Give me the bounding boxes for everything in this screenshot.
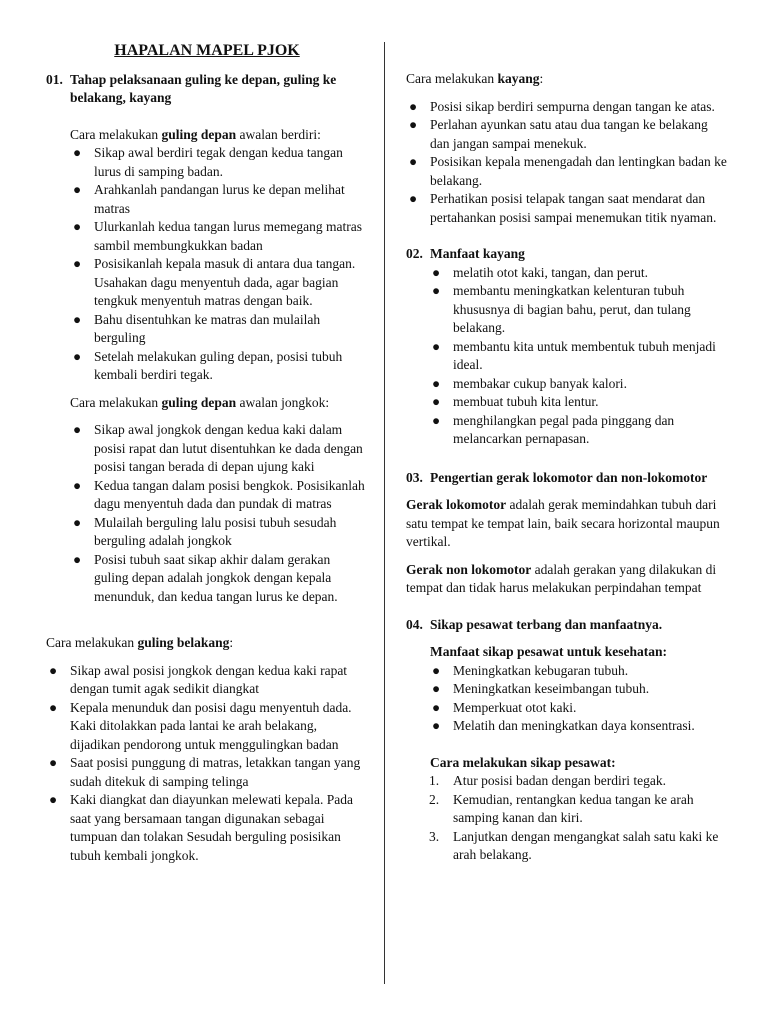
list-item-text: membuat tubuh kita lentur.	[453, 394, 599, 409]
list-item: ● Kaki diangkat dan diayunkan melewati kepala. Pada saat yang bersamaan tangan digunakan sebagai tumpuan dan tolakan Sesudah berguling posisikan tubuh kembali jongkok.	[49, 792, 354, 863]
list-item-text: Sikap awal jongkok dengan kedua kaki dalam posisi rapat dan lutut disentuhkan ke dada dengan posisi tangan berada di depan ujung kaki	[94, 422, 363, 474]
list-item: ● melatih otot kaki, tangan, dan perut.	[432, 264, 648, 280]
list-item-text: Perlahan ayunkan satu atau dua tangan ke belakang dan jangan sampai menekuk.	[430, 117, 708, 151]
section-04-heading	[406, 616, 728, 635]
list-number: 3.	[429, 828, 440, 844]
section-title: Manfaat kayang	[430, 246, 525, 261]
intro-text: Cara melakukan	[70, 126, 162, 142]
list-item-text: Posisi sikap berdiri sempurna dengan tangan ke atas.	[430, 98, 715, 114]
guling-depan-jongkok-intro	[70, 394, 368, 413]
list-item-text: Melatih dan meningkatkan daya konsentrasi.	[453, 718, 695, 733]
list-item: ● Perlahan ayunkan satu atau dua tangan ke belakang dan jangan sampai menekuk.	[409, 117, 708, 151]
list-item-text: menghilangkan pegal pada pinggang dan melancarkan pernapasan.	[453, 412, 675, 446]
list-item-text: Posisi tubuh saat sikap akhir dalam gerakan guling depan adalah jongkok dengan kepala menunduk, dan kedua tangan lurus ke depan.	[94, 551, 338, 604]
list-item: ● Posisikan kepala menengadah dan lentingkan badan ke belakang.	[409, 154, 727, 188]
intro-text: awalan berdiri:	[236, 126, 321, 142]
list-item: ● Memperkuat otot kaki.	[432, 699, 577, 715]
list-item-text: Atur posisi badan dengan berdiri tegak.	[453, 773, 666, 788]
list-item-text: Sikap awal posisi jongkok dengan kedua kaki rapat dengan tumit agak sedikit diangkat	[70, 662, 348, 696]
lokomotor-definition	[406, 496, 728, 552]
list-item: ● Perhatikan posisi telapak tangan saat mendarat dan pertahankan posisi sampai menemukan titik nyaman.	[409, 191, 717, 225]
intro-text: :	[229, 635, 234, 650]
list-item-text: Kemudian, rentangkan kedua tangan ke arah samping kanan dan kiri.	[453, 791, 694, 825]
list-item-text: Posisikanlah kepala masuk di antara dua tangan. Usahakan dagu menyentuh dada, agar bagian tengkuk menyentuh matras dengan baik.	[94, 256, 356, 308]
list-item: ● membantu kita untuk membentuk tubuh menjadi ideal.	[432, 338, 716, 372]
intro-text: Cara melakukan	[406, 71, 498, 86]
list-item: ● Sikap awal berdiri tegak dengan kedua tangan lurus di samping badan.	[73, 145, 343, 179]
list-item: ● Posisikanlah kepala masuk di antara dua tangan. Usahakan dagu menyentuh dada, agar bagian tengkuk menyentuh matras dengan baik.	[73, 256, 356, 308]
list-item: ● Saat posisi punggung di matras, letakkan tangan yang sudah ditekuk di samping telinga	[49, 755, 361, 789]
list-number: 2.	[429, 791, 440, 807]
intro-term: guling depan	[161, 126, 237, 142]
list-item: ● membuat tubuh kita lentur.	[432, 394, 599, 409]
list-item: ● Meningkatkan kebugaran tubuh.	[432, 662, 629, 678]
section-number: 03.	[406, 469, 423, 485]
list-item-text: Memperkuat otot kaki.	[453, 699, 577, 715]
guling-depan-berdiri-list	[70, 144, 368, 385]
definition-term: Gerak non lokomotor	[406, 561, 532, 577]
list-item-text: Saat posisi punggung di matras, letakkan tangan yang sudah ditekuk di samping telinga	[70, 755, 361, 789]
intro-text: Cara melakukan	[70, 394, 162, 410]
column-divider	[384, 42, 385, 984]
section-number: 02.	[406, 246, 423, 261]
list-item-text: Sikap awal berdiri tegak dengan kedua tangan lurus di samping badan.	[94, 145, 343, 179]
kayang-list	[406, 98, 728, 228]
cara-pesawat-heading: Cara melakukan sikap pesawat:	[430, 754, 616, 770]
section-01-heading	[46, 71, 368, 108]
right-column	[406, 70, 728, 865]
list-item	[429, 828, 728, 865]
list-item-text: Meningkatkan kebugaran tubuh.	[453, 662, 629, 678]
left-column	[46, 42, 368, 865]
list-item-text: Mulailah berguling lalu posisi tubuh sesudah berguling adalah jongkok	[94, 514, 337, 548]
list-item	[429, 772, 728, 791]
definition-text: adalah gerak memindahkan tubuh dari satu tempat ke tempat lain, baik secara horizontal maupun vertikal.	[406, 497, 720, 549]
list-item: ● Ulurkanlah kedua tangan lurus memegang matras sambil membungkukkan badan	[73, 219, 363, 253]
list-item: ● Sikap awal posisi jongkok dengan kedua kaki rapat dengan tumit agak sedikit diangkat	[49, 662, 348, 696]
cara-pesawat-list	[406, 772, 728, 865]
section-title: Sikap pesawat terbang dan manfaatnya.	[430, 616, 663, 632]
intro-term: guling depan	[161, 394, 237, 410]
document-title: HAPALAN MAPEL PJOK	[114, 42, 300, 59]
kayang-intro	[406, 70, 728, 89]
list-item: ● Posisi sikap berdiri sempurna dengan tangan ke atas.	[409, 98, 715, 114]
list-item: ● Sikap awal jongkok dengan kedua kaki dalam posisi rapat dan lutut disentuhkan ke dada dengan posisi tangan berada di depan ujung kaki	[73, 422, 363, 474]
list-item: ● Kedua tangan dalam posisi bengkok. Posisikanlah dagu menyentuh dada dan pundak di matras	[73, 477, 365, 511]
guling-depan-berdiri-intro	[70, 126, 368, 145]
list-item-text: Bahu disentuhkan ke matras dan mulailah berguling	[94, 311, 321, 345]
list-item-text: Kaki diangkat dan diayunkan melewati kepala. Pada saat yang bersamaan tangan digunakan sebagai tumpuan dan tolakan Sesudah berguling posisikan tubuh kembali jongkok.	[70, 792, 354, 863]
guling-belakang-intro	[46, 634, 368, 653]
section-title: Pengertian gerak lokomotor dan non-lokomotor	[430, 469, 708, 485]
list-item-text: Meningkatkan keseimbangan tubuh.	[453, 681, 650, 696]
list-item: ● membakar cukup banyak kalori.	[432, 375, 627, 391]
intro-term: kayang	[497, 71, 540, 86]
list-item: ● Posisi tubuh saat sikap akhir dalam gerakan guling depan adalah jongkok dengan kepala menunduk, dan kedua tangan lurus ke depan.	[73, 551, 338, 604]
list-item	[429, 791, 728, 828]
list-item-text: Lanjutkan dengan mengangkat salah satu kaki ke arah belakang.	[453, 828, 719, 862]
section-number: 01.	[46, 71, 63, 87]
manfaat-kayang-list	[406, 264, 728, 449]
list-item: ● Arahkanlah pandangan lurus ke depan melihat matras	[73, 182, 345, 216]
list-item-text: Setelah melakukan guling depan, posisi tubuh kembali berdiri tegak.	[94, 348, 343, 382]
list-item-text: melatih otot kaki, tangan, dan perut.	[453, 264, 648, 280]
list-number: 1.	[429, 773, 440, 788]
manfaat-pesawat-list	[406, 662, 728, 736]
guling-depan-jongkok-list	[70, 421, 368, 606]
list-item: ● Kepala menunduk dan posisi dagu menyentuh dada. Kaki ditolakkan pada lantai ke arah belakang, dijadikan pendorong untuk menggulingkan badan	[49, 699, 352, 752]
list-item: ● Mulailah berguling lalu posisi tubuh sesudah berguling adalah jongkok	[73, 514, 337, 548]
intro-text: awalan jongkok:	[236, 394, 330, 410]
section-title: Tahap pelaksanaan guling ke depan, guling ke belakang, kayang	[70, 71, 337, 105]
section-03-heading	[406, 469, 728, 488]
guling-belakang-list	[46, 662, 368, 866]
list-item-text: Arahkanlah pandangan lurus ke depan melihat matras	[94, 182, 345, 216]
list-item-text: membakar cukup banyak kalori.	[453, 375, 627, 391]
list-item: ● Melatih dan meningkatkan daya konsentrasi.	[432, 718, 695, 733]
definition-term: Gerak lokomotor	[406, 497, 507, 512]
list-item-text: membantu meningkatkan kelenturan tubuh khususnya di bagian bahu, perut, dan tulang belakang.	[453, 283, 691, 335]
non-lokomotor-definition	[406, 561, 728, 598]
list-item: ● Bahu disentuhkan ke matras dan mulailah berguling	[73, 311, 321, 345]
list-item: ● Setelah melakukan guling depan, posisi tubuh kembali berdiri tegak.	[73, 348, 343, 382]
intro-text: :	[539, 71, 544, 86]
list-item-text: Kedua tangan dalam posisi bengkok. Posisikanlah dagu menyentuh dada dan pundak di matras	[94, 477, 365, 511]
list-item-text: membantu kita untuk membentuk tubuh menjadi ideal.	[453, 338, 716, 372]
section-02-heading	[406, 245, 728, 264]
list-item: ● Meningkatkan keseimbangan tubuh.	[432, 681, 650, 696]
list-item-text: Perhatikan posisi telapak tangan saat mendarat dan pertahankan posisi sampai menemukan titik nyaman.	[430, 191, 717, 225]
intro-term: guling belakang	[137, 635, 230, 650]
definition-text: adalah gerakan yang dilakukan di tempat dan tidak harus melakukan perpindahan tempat	[406, 561, 717, 595]
section-number: 04.	[406, 616, 423, 632]
list-item-text: Kepala menunduk dan posisi dagu menyentuh dada. Kaki ditolakkan pada lantai ke arah belakang, dijadikan pendorong untuk menggulingkan badan	[70, 699, 352, 752]
list-item-text: Posisikan kepala menengadah dan lentingkan badan ke belakang.	[430, 154, 727, 188]
list-item: ● menghilangkan pegal pada pinggang dan melancarkan pernapasan.	[432, 412, 675, 446]
list-item-text: Ulurkanlah kedua tangan lurus memegang matras sambil membungkukkan badan	[94, 219, 363, 253]
list-item: ● membantu meningkatkan kelenturan tubuh khususnya di bagian bahu, perut, dan tulang belakang.	[432, 283, 691, 335]
manfaat-pesawat-heading: Manfaat sikap pesawat untuk kesehatan:	[430, 644, 668, 659]
intro-text: Cara melakukan	[46, 635, 138, 650]
